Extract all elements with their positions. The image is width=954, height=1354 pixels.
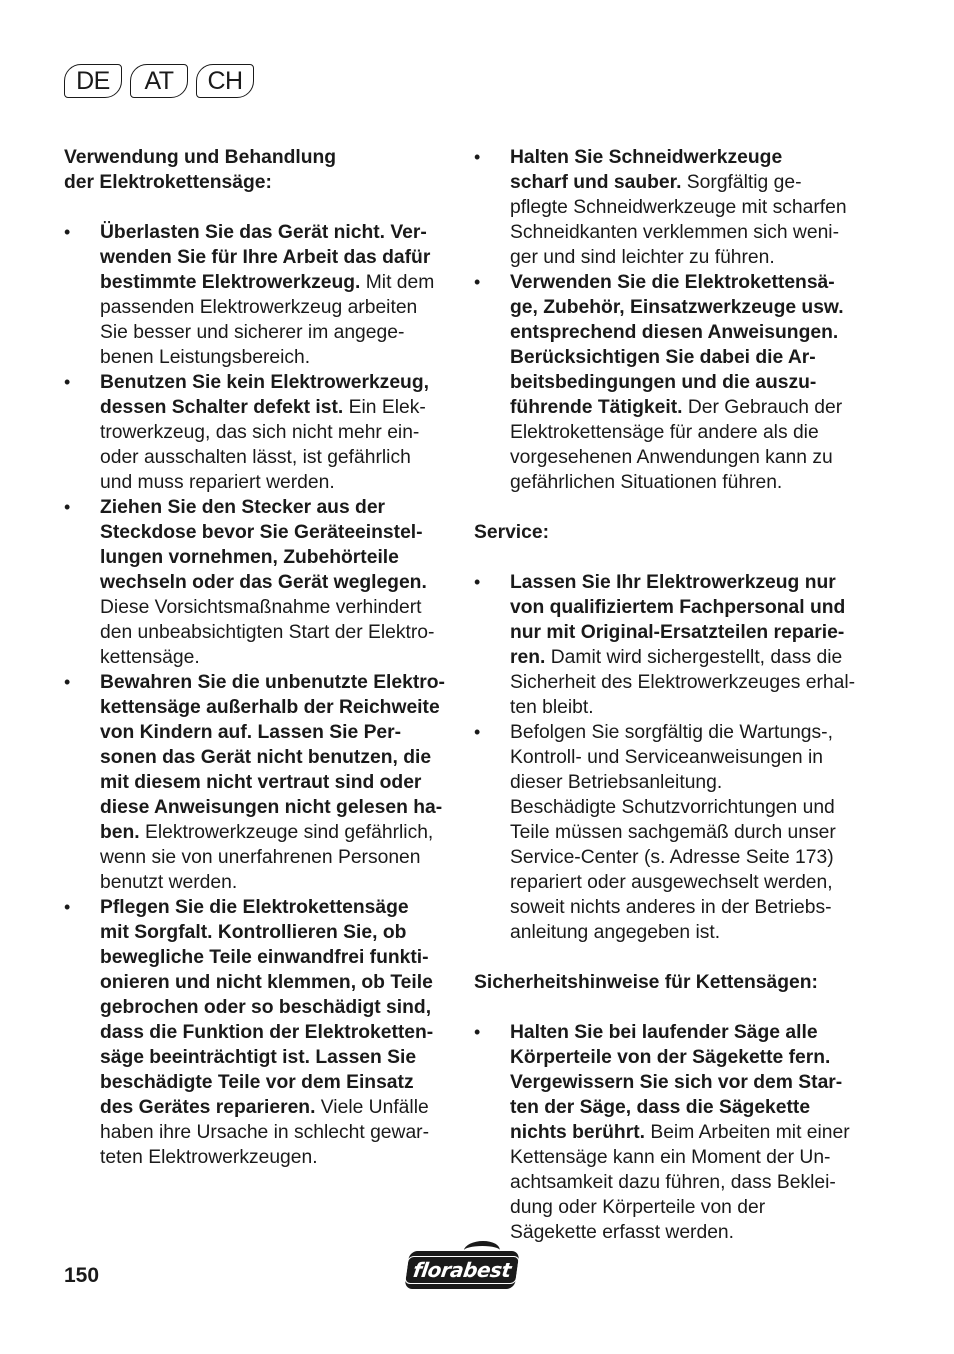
bold-text: bewegliche Teile einwandfrei funkti-: [100, 947, 429, 968]
bold-text: ben.: [100, 822, 140, 843]
list-item: [474, 1020, 870, 1245]
body-text: dung oder Körperteile von der: [510, 1197, 766, 1218]
language-badges: [64, 64, 254, 98]
body-text: kettensäge.: [100, 647, 200, 668]
right-column: [474, 145, 870, 1245]
bold-text: wechseln oder das Gerät weglegen.: [100, 572, 427, 593]
body-text: repariert oder ausgewechselt werden,: [510, 872, 833, 893]
bold-text: Pflegen Sie die Elektrokettensäge: [100, 897, 409, 918]
body-text: Sägekette erfasst werden.: [510, 1222, 735, 1243]
bold-text: nur mit Original-Ersatzteilen reparie-: [510, 622, 845, 643]
list-item: [474, 570, 870, 720]
bold-text: Berücksichtigen Sie dabei die Ar-: [510, 347, 816, 368]
body-text: benutzt werden.: [100, 872, 238, 893]
body-text: Kontroll- und Serviceanweisungen in: [510, 747, 823, 768]
bold-text: Halten Sie bei laufender Säge alle: [510, 1022, 818, 1043]
list-item: [64, 670, 454, 895]
list-item: [474, 270, 870, 495]
bold-text: beitsbedingungen und die auszu-: [510, 372, 817, 393]
body-text: Beschädigte Schutzvorrichtungen und: [510, 797, 835, 818]
body-text: dieser Betriebsanleitung.: [510, 772, 723, 793]
service-list: [474, 570, 870, 945]
body-text: ger und sind leichter zu führen.: [510, 247, 775, 268]
body-text: teten Elektrowerkzeugen.: [100, 1147, 318, 1168]
language-badge-ch: CH: [196, 64, 254, 98]
body-text: Sorgfältig ge-: [681, 172, 802, 193]
list-item: [64, 220, 454, 370]
safety-list: [474, 1020, 870, 1245]
body-text: Sie besser und sicherer im angege-: [100, 322, 405, 343]
body-text: Befolgen Sie sorgfältig die Wartungs-,: [510, 722, 833, 743]
bold-text: von Kindern auf. Lassen Sie Per-: [100, 722, 402, 743]
bold-text: wenden Sie für Ihre Arbeit das dafür: [100, 247, 431, 268]
body-text: haben ihre Ursache in schlecht gewar-: [100, 1122, 430, 1143]
bold-text: sonen das Gerät nicht benutzen, die: [100, 747, 432, 768]
page-number: 150: [64, 1264, 100, 1287]
body-text: gefährlichen Situationen führen.: [510, 472, 783, 493]
body-text: achtsamkeit dazu führen, dass Beklei-: [510, 1172, 836, 1193]
bold-text: gebrochen oder so beschädigt sind,: [100, 997, 432, 1018]
body-text: den unbeabsichtigten Start der Elektro-: [100, 622, 435, 643]
left-column: [64, 145, 454, 1170]
bold-text: mit diesem nicht vertraut sind oder: [100, 772, 422, 793]
body-text: anleitung angegeben ist.: [510, 922, 721, 943]
body-text: trowerkzeug, das sich nicht mehr ein-: [100, 422, 420, 443]
body-text: Beim Arbeiten mit einer: [644, 1122, 850, 1143]
bold-text: ge, Zubehör, Einsatzwerkzeuge usw.: [510, 297, 844, 318]
bold-text: onieren und nicht klemmen, ob Teile: [100, 972, 433, 993]
body-text: oder ausschalten lässt, ist gefährlich: [100, 447, 411, 468]
bold-text: Ziehen Sie den Stecker aus der: [100, 497, 386, 518]
bold-text: entsprechend diesen Anweisungen.: [510, 322, 839, 343]
list-item: [64, 895, 454, 1170]
body-text: Damit wird sichergestellt, dass die: [545, 647, 843, 668]
body-text: Mit dem: [360, 272, 435, 293]
body-text: Viele Unfälle: [315, 1097, 429, 1118]
body-text: Diese Vorsichtsmaßnahme verhindert: [100, 597, 422, 618]
bold-text: bestimmte Elektrowerkzeug.: [100, 272, 361, 293]
body-text: Elektrokettensäge für andere als die: [510, 422, 819, 443]
bold-text: von qualifiziertem Fachpersonal und: [510, 597, 846, 618]
body-text: Sicherheit des Elektrowerkzeuges erhal-: [510, 672, 856, 693]
body-text: Der Gebrauch der: [682, 397, 843, 418]
bold-text: lungen vornehmen, Zubehörteile: [100, 547, 399, 568]
bold-text: mit Sorgfalt. Kontrollieren Sie, ob: [100, 922, 407, 943]
body-text: soweit nichts anderes in der Betriebs-: [510, 897, 832, 918]
section-heading-safety: Sicherheitshinweise für Kettensägen:: [474, 972, 818, 993]
bold-text: dessen Schalter defekt ist.: [100, 397, 344, 418]
body-text: vorgesehenen Anwendungen kann zu: [510, 447, 833, 468]
bold-text: scharf und sauber.: [510, 172, 682, 193]
section-heading-service: Service:: [474, 522, 550, 543]
bold-text: ten der Säge, dass die Sägekette: [510, 1097, 811, 1118]
body-text: Kettensäge kann ein Moment der Un-: [510, 1147, 831, 1168]
body-text: Teile müssen sachgemäß durch unser: [510, 822, 836, 843]
bold-text: Benutzen Sie kein Elektrowerkzeug,: [100, 372, 429, 393]
body-text: benen Leistungsbereich.: [100, 347, 311, 368]
section-heading-usage: Verwendung und Behandlung der Elektrokettensäge:: [64, 147, 337, 193]
usage-list: [64, 220, 454, 1170]
body-text: Elektrowerkzeuge sind gefährlich,: [139, 822, 434, 843]
body-text: Ein Elek-: [343, 397, 426, 418]
bold-text: Halten Sie Schneidwerkzeuge: [510, 147, 783, 168]
list-item: [64, 495, 454, 670]
bold-text: dass die Funktion der Elektroketten-: [100, 1022, 434, 1043]
florabest-logo: [404, 1251, 519, 1289]
language-badge-de: DE: [64, 64, 122, 98]
body-text: passenden Elektrowerkzeug arbeiten: [100, 297, 418, 318]
bold-text: säge beeinträchtigt ist. Lassen Sie: [100, 1047, 417, 1068]
bold-text: kettensäge außerhalb der Reichweite: [100, 697, 440, 718]
body-text: und muss repariert werden.: [100, 472, 335, 493]
bold-text: beschädigte Teile vor dem Einsatz: [100, 1072, 414, 1093]
bold-text: diese Anweisungen nicht gelesen ha-: [100, 797, 443, 818]
bold-text: Bewahren Sie die unbenutzte Elektro-: [100, 672, 445, 693]
bold-text: des Gerätes reparieren.: [100, 1097, 316, 1118]
body-text: wenn sie von unerfahrenen Personen: [100, 847, 421, 868]
bold-text: führende Tätigkeit.: [510, 397, 683, 418]
body-text: ten bleibt.: [510, 697, 594, 718]
language-badge-at: AT: [130, 64, 188, 98]
bold-text: Lassen Sie Ihr Elektrowerkzeug nur: [510, 572, 836, 593]
logo-text: florabest: [404, 1256, 519, 1284]
body-text: pflegte Schneidwerkzeuge mit scharfen: [510, 197, 847, 218]
body-text: Service-Center (s. Adresse Seite 173): [510, 847, 834, 868]
list-item: [474, 145, 870, 270]
list-item: [64, 370, 454, 495]
list-item: [474, 720, 870, 945]
bold-text: Körperteile von der Sägekette fern.: [510, 1047, 831, 1068]
bold-text: Vergewissern Sie sich vor dem Star-: [510, 1072, 843, 1093]
bold-text: Überlasten Sie das Gerät nicht. Ver-: [100, 222, 427, 243]
tool-care-list: [474, 145, 870, 495]
bold-text: Verwenden Sie die Elektrokettensä-: [510, 272, 835, 293]
leaf-icon: [462, 1241, 501, 1260]
bold-text: nichts berührt.: [510, 1122, 645, 1143]
body-text: Schneidkanten verklemmen sich weni-: [510, 222, 840, 243]
bold-text: ren.: [510, 647, 546, 668]
bold-text: Steckdose bevor Sie Geräteeinstel-: [100, 522, 423, 543]
